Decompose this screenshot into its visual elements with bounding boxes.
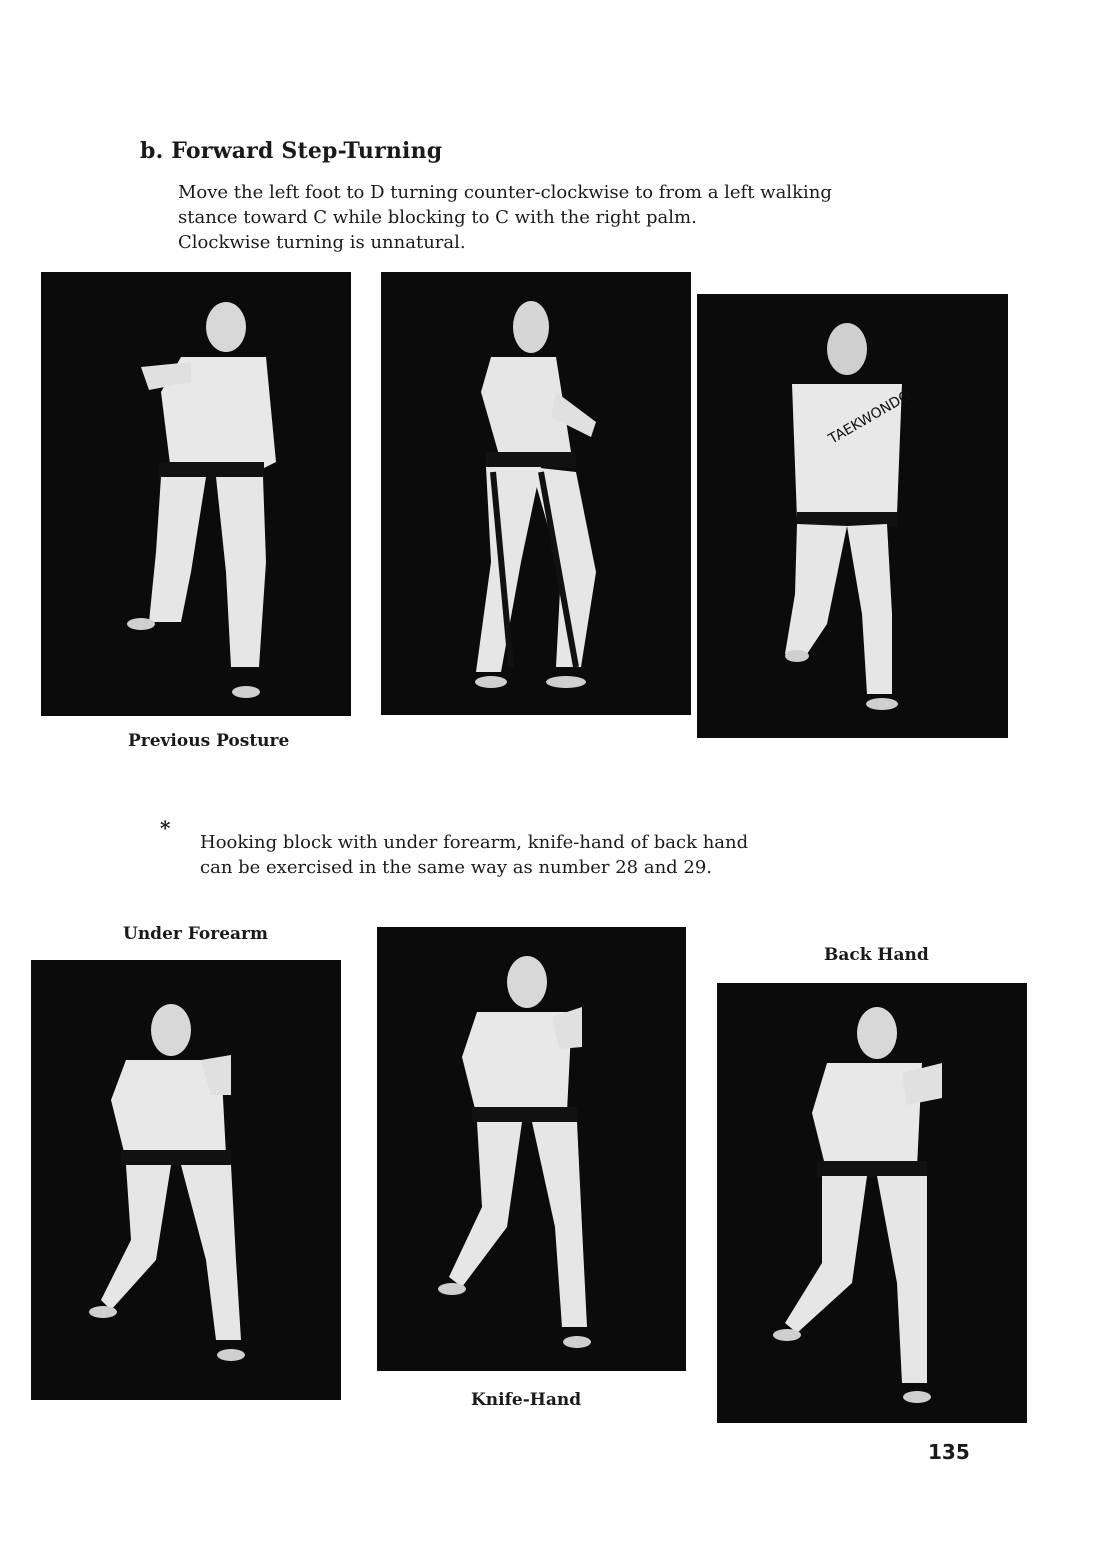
martial-artist-side-figure <box>381 272 691 715</box>
section-heading: b. Forward Step-Turning <box>140 138 443 164</box>
caption-previous-posture: Previous Posture <box>128 731 290 751</box>
photo-previous-posture <box>41 272 351 716</box>
photo-side-turn <box>381 272 691 715</box>
instruction-paragraph <box>178 180 938 255</box>
caption-back-hand: Back Hand <box>824 945 929 965</box>
note-marker: * <box>160 816 171 840</box>
photo-under-forearm <box>31 960 341 1400</box>
svg-text:TAEKWONDO: TAEKWONDO <box>826 387 914 448</box>
martial-artist-front-figure <box>41 272 351 716</box>
note-paragraph <box>200 830 900 880</box>
martial-artist-back-figure <box>697 294 1008 738</box>
martial-artist-under-forearm-figure <box>31 960 341 1400</box>
caption-knife-hand: Knife-Hand <box>471 1390 582 1410</box>
photo-knife-hand <box>377 927 686 1371</box>
note-line: can be exercised in the same way as number 28 and 29. <box>200 857 713 878</box>
page-number: 135 <box>928 1440 970 1464</box>
martial-artist-back-hand-figure <box>717 983 1027 1423</box>
instruction-line: Move the left foot to D turning counter-clockwise to from a left walking <box>178 182 832 203</box>
photo-back-turn <box>697 294 1008 738</box>
instruction-line: stance toward C while blocking to C with the right palm. <box>178 207 697 228</box>
note-line: Hooking block with under forearm, knife-hand of back hand <box>200 832 749 853</box>
instruction-line: Clockwise turning is unnatural. <box>178 232 466 253</box>
caption-under-forearm: Under Forearm <box>123 924 268 944</box>
martial-artist-knife-hand-figure <box>377 927 686 1371</box>
photo-back-hand <box>717 983 1027 1423</box>
